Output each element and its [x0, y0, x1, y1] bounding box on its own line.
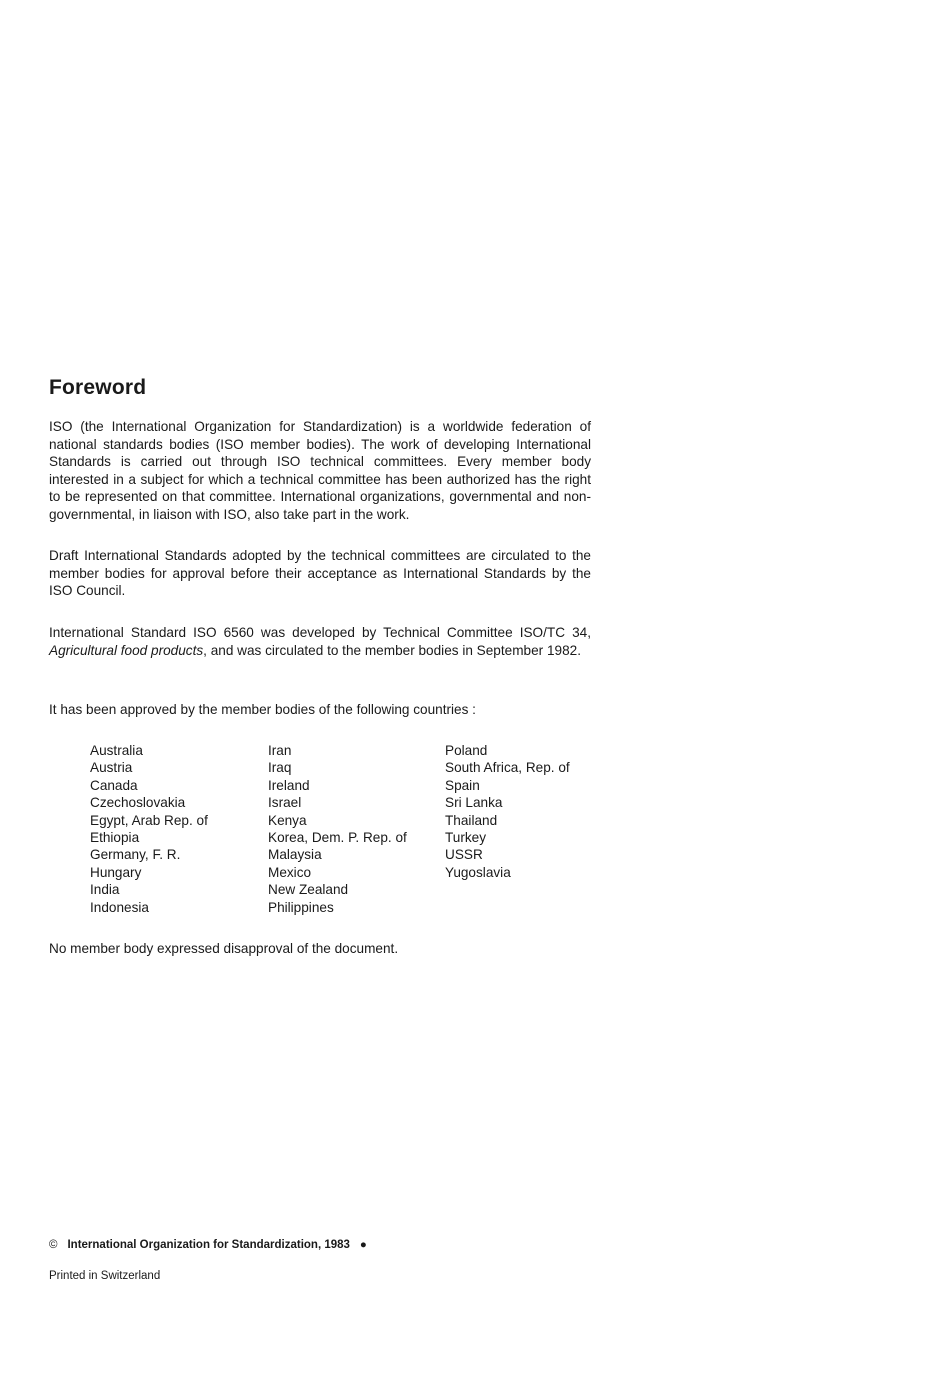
country-item: Poland — [445, 743, 488, 758]
country-item: Philippines — [268, 899, 334, 915]
country-item: Germany, F. R. — [90, 847, 181, 863]
page-title: Foreword — [49, 376, 147, 399]
country-item: Kenya — [268, 812, 307, 828]
standard-text-after: , and was circulated to the member bodies in September 1982. — [203, 642, 581, 658]
country-item: Austria — [90, 760, 133, 776]
country-item: Malaysia — [268, 847, 322, 863]
countries-column-1 — [90, 742, 208, 916]
foreword-paragraph-draft: Draft International Standards adopted by the technical committees are circulated to the member bodies for approval before their acceptance as International Standards by the ISO Council. — [49, 548, 591, 599]
foreword-paragraph-disapproval: No member body expressed disapproval of the document. — [49, 941, 399, 956]
country-item: Turkey — [445, 830, 487, 846]
country-item: Ethiopia — [90, 830, 140, 846]
countries-list — [90, 742, 610, 922]
country-item: Indonesia — [90, 899, 149, 915]
country-item: Sri Lanka — [445, 795, 503, 811]
printed-in-note: Printed in Switzerland — [49, 1270, 161, 1282]
country-item: Canada — [90, 777, 138, 793]
foreword-paragraph-iso: ISO (the International Organization for Standardization) is a worldwide federation of national standards bodies (ISO member bodies). The work of developing International Standards is carried out through ISO technical committees. Every member body interested in a subject for which a technical committee has been authorized has the right to be represented on that committee. International organizations, governmental and non-governmental, in liaison with ISO, also take part in the work. — [49, 419, 591, 522]
countries-column-2 — [268, 742, 407, 916]
country-item: Korea, Dem. P. Rep. of — [268, 830, 407, 846]
standard-text-before: International Standard ISO 6560 was developed by Technical Committee ISO/TC 34, — [49, 625, 591, 640]
country-item: New Zealand — [268, 882, 349, 898]
country-item: Iraq — [268, 760, 292, 776]
country-item: Egypt, Arab Rep. of — [90, 812, 208, 828]
country-item: Spain — [445, 777, 480, 793]
country-item: Czechoslovakia — [90, 795, 186, 811]
copyright-text: International Organization for Standardization, 1983 — [67, 1239, 350, 1251]
copyright-line — [49, 1239, 367, 1251]
country-item: Iran — [268, 743, 292, 758]
country-item: Hungary — [90, 864, 142, 880]
country-item: South Africa, Rep. of — [445, 760, 570, 776]
country-item: USSR — [445, 847, 483, 863]
country-item: Israel — [268, 795, 302, 811]
country-item: Australia — [90, 743, 143, 758]
committee-title-italic: Agricultural food products — [49, 642, 204, 658]
country-item: Mexico — [268, 864, 312, 880]
foreword-paragraph-approval: It has been approved by the member bodies of the following countries : — [49, 702, 476, 717]
copyright-icon: © — [49, 1239, 58, 1251]
bullet-icon: ● — [359, 1239, 367, 1251]
country-item: Ireland — [268, 777, 310, 793]
countries-column-3 — [445, 742, 570, 881]
country-item: Thailand — [445, 812, 498, 828]
foreword-paragraph-standard — [49, 624, 591, 659]
country-item: Yugoslavia — [445, 864, 511, 880]
country-item: India — [90, 882, 120, 898]
